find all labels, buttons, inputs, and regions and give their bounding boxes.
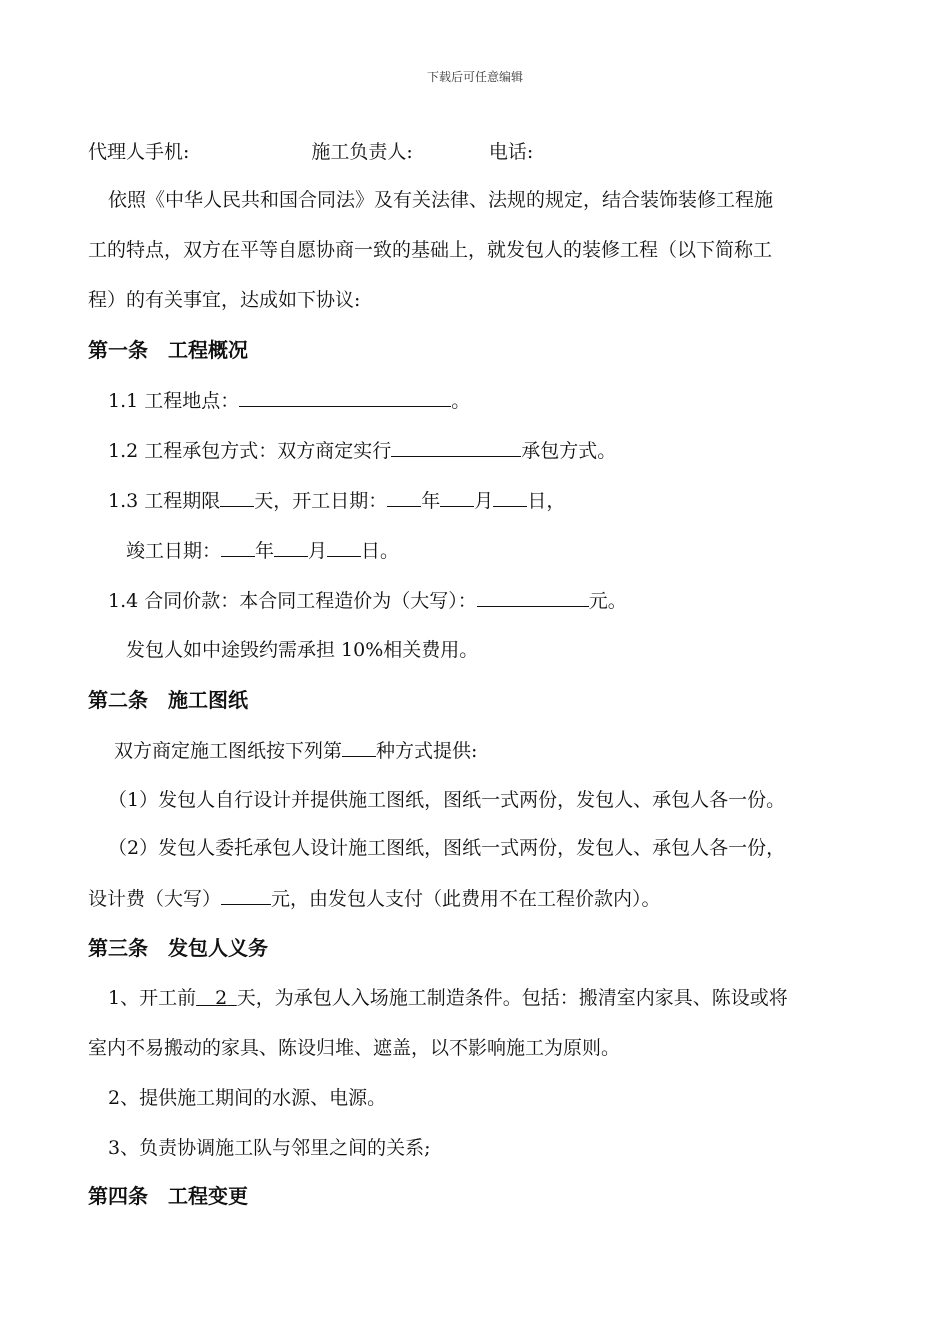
duty-3: 3、负责协调施工队与邻里之间的关系;: [108, 1137, 431, 1159]
design-fee-line: [88, 886, 661, 911]
phone-label: 电话:: [488, 141, 534, 163]
item-1-1-end: 。: [451, 390, 471, 412]
article-4-title: 第四条 工程变更: [88, 1184, 248, 1208]
agent-phone-label: 代理人手机:: [88, 141, 190, 163]
item-1-2: [108, 438, 616, 463]
intro-line-2: 工的特点，双方在平等自愿协商一致的基础上，就发包人的装修工程（以下简称工: [88, 239, 773, 261]
price-label: 1.4 合同价款：本合同工程造价为（大写）：: [108, 590, 477, 612]
intro-line-1: 依照《中华人民共和国合同法》及有关法律、法规的规定，结合装饰装修工程施: [108, 189, 774, 211]
intro-line-3: 程）的有关事宜，达成如下协议:: [88, 289, 361, 311]
month-label: 月: [308, 540, 328, 562]
drawings-intro-b: 种方式提供:: [376, 740, 478, 762]
start-year-blank: [387, 488, 421, 507]
duty-1-a: 1、开工前: [108, 987, 197, 1009]
month-label: 月: [474, 490, 494, 512]
drawings-option-1: （1）发包人自行设计并提供施工图纸，图纸一式两份，发包人、承包人各一份。: [108, 789, 786, 811]
site-manager-label: 施工负责人:: [311, 141, 413, 163]
page-header: 下载后可任意编辑: [426, 70, 523, 84]
item-1-3-completion: [126, 538, 399, 563]
duty-1-line-2: 室内不易搬动的家具、陈设归堆、遮盖，以不影响施工为原则。: [88, 1037, 621, 1059]
method-number-blank: [342, 738, 376, 757]
contact-line: [88, 140, 533, 164]
item-1-2-label: 1.2 工程承包方式：双方商定实行: [108, 440, 392, 462]
duty-1-b: 天，为承包人入场施工制造条件。包括：搬清室内家具、陈设或将: [236, 987, 788, 1009]
day-label: 日。: [361, 540, 400, 562]
design-fee-blank: [221, 886, 271, 905]
drawings-intro: [114, 738, 477, 763]
start-day-blank: [493, 488, 527, 507]
article-2-title: 第二条 施工图纸: [88, 688, 248, 712]
item-1-1-label: 1.1 工程地点：: [108, 390, 240, 412]
year-label: 年: [421, 490, 441, 512]
item-1-2-end: 承包方式。: [521, 440, 617, 462]
start-month-blank: [440, 488, 474, 507]
price-blank: [477, 588, 589, 607]
article-1-title: 第一条 工程概况: [88, 338, 248, 362]
duty-1: [108, 986, 788, 1010]
design-fee-end: 元，由发包人支付（此费用不在工程价款内）。: [271, 888, 661, 910]
breach-note: 发包人如中途毁约需承担 10%相关费用。: [126, 639, 479, 661]
drawings-intro-a: 双方商定施工图纸按下列第: [114, 740, 343, 762]
period-label: 1.3 工程期限: [108, 490, 221, 512]
contract-mode-blank: [391, 438, 521, 457]
days-blank: [220, 488, 254, 507]
completion-date-label: 竣工日期：: [126, 540, 222, 562]
location-blank: [239, 388, 451, 407]
article-3-title: 第三条 发包人义务: [88, 936, 268, 960]
duty-1-days-value: 2: [215, 987, 228, 1009]
drawings-option-2: （2）发包人委托承包人设计施工图纸，图纸一式两份，发包人、承包人各一份，: [108, 837, 786, 859]
end-year-blank: [221, 538, 255, 557]
price-unit: 元。: [588, 590, 627, 612]
start-date-label: 天，开工日期：: [254, 490, 388, 512]
day-label: 日，: [527, 490, 566, 512]
item-1-1: [108, 388, 470, 413]
end-day-blank: [327, 538, 361, 557]
duty-1-days: [196, 987, 237, 1009]
item-1-4: [108, 588, 627, 613]
year-label: 年: [255, 540, 275, 562]
duty-2: 2、提供施工期间的水源、电源。: [108, 1087, 387, 1109]
design-fee-label: 设计费（大写）: [88, 888, 222, 910]
item-1-3: [108, 488, 565, 513]
end-month-blank: [274, 538, 308, 557]
